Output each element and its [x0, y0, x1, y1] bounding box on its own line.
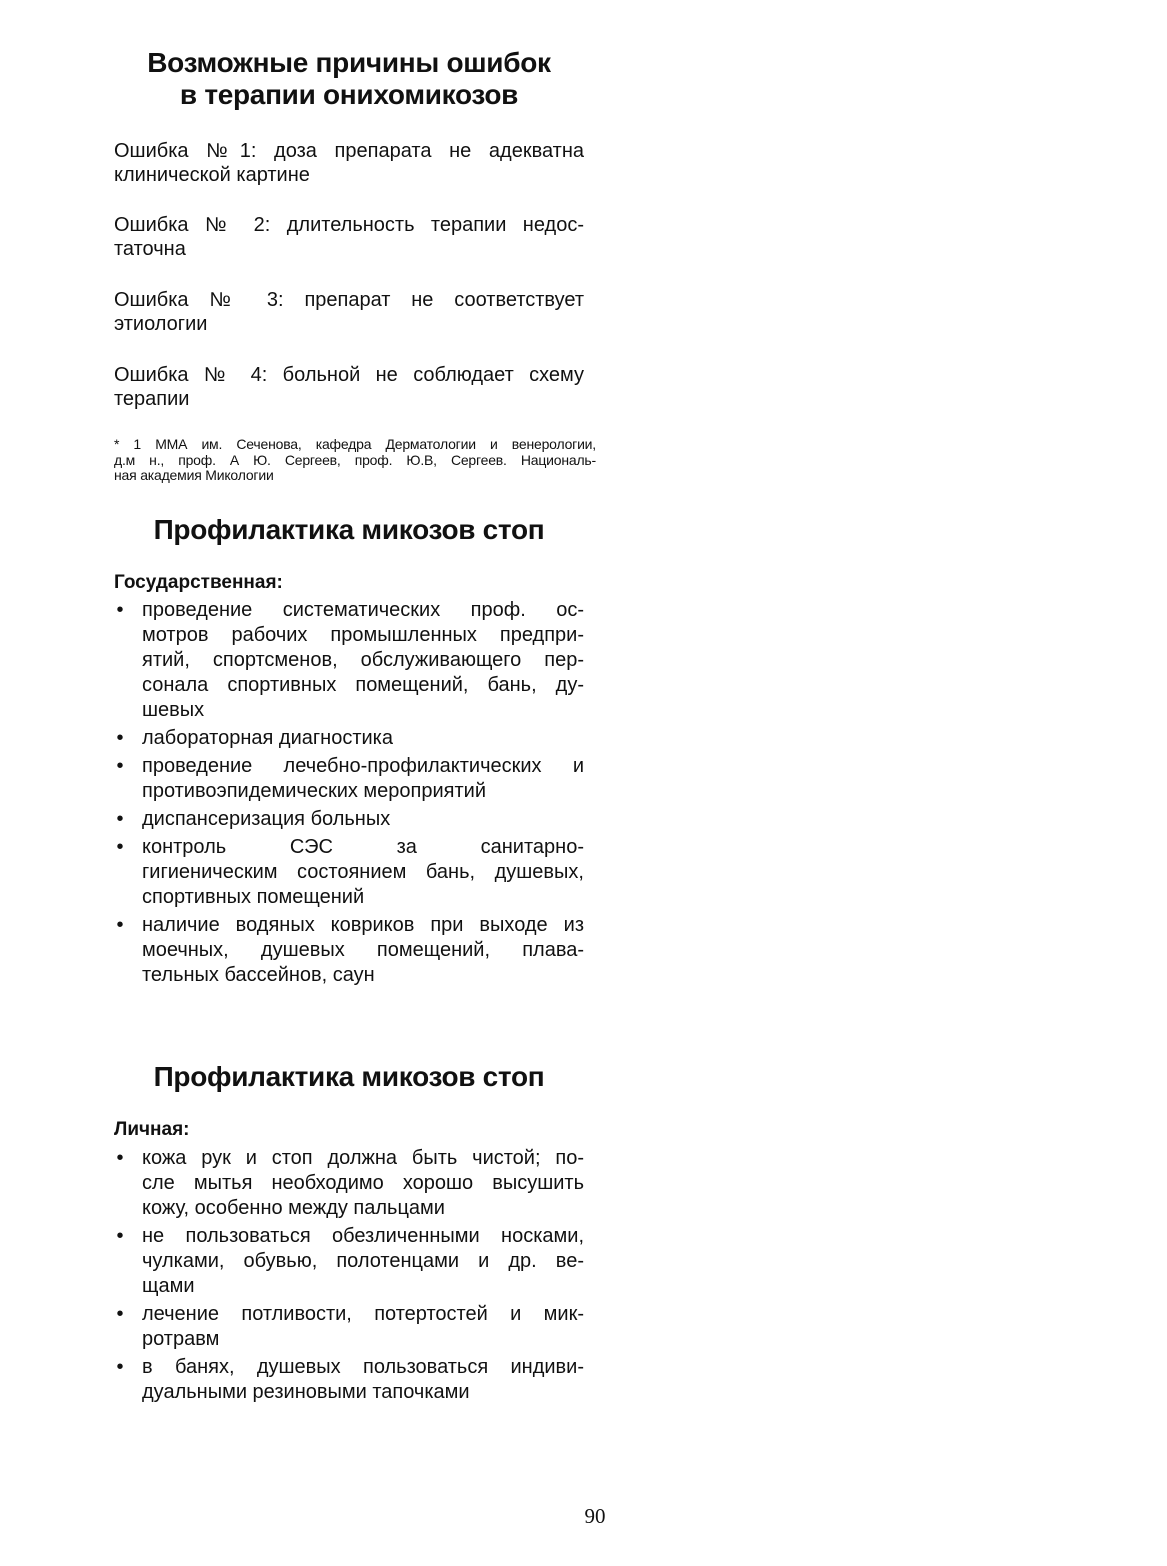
list-item-line: тельных бассейнов, саун — [142, 964, 375, 986]
list-item — [114, 726, 584, 751]
list-item — [114, 598, 584, 723]
error-text-line: клинической картине — [114, 164, 310, 186]
list-item-line: моечных, душевых помещений, плава- — [142, 939, 584, 961]
error-text-line: таточна — [114, 238, 186, 260]
error-text-line: терапии — [114, 388, 190, 410]
list-item-line: сонала спортивных помещений, бань, ду- — [142, 674, 584, 696]
list-item-line: в банях, душевых пользоваться индиви- — [142, 1356, 584, 1378]
section2-subtitle-block — [114, 572, 584, 594]
bullet-icon: • — [116, 914, 124, 936]
section1-title-block — [114, 47, 584, 111]
error-item — [114, 139, 584, 187]
section2-list — [114, 598, 584, 988]
list-item-line: ротравм — [142, 1328, 220, 1350]
footnote — [114, 437, 596, 484]
list-item-line: лечение потливости, потертостей и мик- — [142, 1303, 584, 1325]
bullet-icon: • — [116, 599, 124, 621]
error-paragraph — [114, 363, 584, 411]
section3-subtitle: Личная: — [114, 1119, 190, 1140]
footnote-text — [114, 437, 596, 484]
list-item-line: кожа рук и стоп должна быть чистой; по- — [142, 1147, 584, 1169]
list-item — [114, 807, 584, 832]
footnote-line: ная академия Микологии — [114, 467, 274, 483]
section1-title-line: Возможные причины ошибок — [147, 47, 551, 78]
list-item-line: противоэпидемических мероприятий — [142, 780, 487, 802]
list-item — [114, 1355, 584, 1405]
list-item — [114, 1146, 584, 1221]
list-item-line: чулками, обувью, полотенцами и др. ве- — [142, 1250, 584, 1272]
error-text-line: этиологии — [114, 313, 208, 335]
section3-title-block — [114, 1061, 584, 1093]
footnote-line: * 1 ММА им. Сеченова, кафедра Дерматологии и венерологии, — [114, 436, 596, 452]
list-item-line: спортивных помещений — [142, 886, 365, 908]
bullet-icon: • — [116, 755, 124, 777]
list-item-line: щами — [142, 1275, 195, 1297]
bullet-icon: • — [116, 1147, 124, 1169]
error-item — [114, 363, 584, 411]
page-number: 90 — [584, 1504, 606, 1528]
section3-subtitle-block — [114, 1119, 584, 1141]
error-text-line: Ошибка № 2: длительность терапии недос- — [114, 214, 584, 236]
list-item-line: контроль СЭС за санитарно- — [142, 836, 584, 858]
list-item — [114, 913, 584, 988]
list-item-line: мотров рабочих промышленных предпри- — [142, 624, 584, 646]
footnote-line: д.м н., проф. А Ю. Сергеев, проф. Ю.В, Сергеев. Националь- — [114, 451, 596, 468]
section2-subtitle: Государственная: — [114, 572, 283, 593]
list-item-line: проведение систематических проф. ос- — [142, 599, 584, 621]
list-item-line: не пользоваться обезличенными носками, — [142, 1225, 584, 1247]
bullet-icon: • — [116, 1303, 124, 1325]
section3-list — [114, 1146, 584, 1405]
list-item — [114, 1302, 584, 1352]
section2-title-block — [114, 514, 584, 546]
list-item — [114, 754, 584, 804]
list-item — [114, 835, 584, 910]
error-paragraph — [114, 288, 584, 336]
bullet-icon: • — [116, 727, 124, 749]
list-item-line: диспансеризация больных — [142, 808, 391, 830]
error-paragraph — [114, 139, 584, 187]
list-item-line: гигиеническим состоянием бань, душевых, — [142, 861, 584, 883]
list-item-line: ятий, спортсменов, обслуживающего пер- — [142, 649, 584, 671]
error-text-line: Ошибка № 3: препарат не соответствует — [114, 289, 584, 311]
error-text-line: Ошибка № 4: больной не соблюдает схему — [114, 364, 584, 386]
list-item — [114, 1224, 584, 1299]
list-item-line: проведение лечебно-профилактических и — [142, 755, 584, 777]
section1-title — [114, 47, 584, 111]
bullet-icon: • — [116, 808, 124, 830]
error-paragraph — [114, 213, 584, 261]
list-item-line: кожу, особенно между пальцами — [142, 1197, 445, 1219]
bullet-icon: • — [116, 1356, 124, 1378]
list-item-line: сле мытья необходимо хорошо высушить — [142, 1172, 584, 1194]
section3-title: Профилактика микозов стоп — [153, 1061, 545, 1092]
list-item-line: лабораторная диагностика — [142, 727, 393, 749]
section2-title: Профилактика микозов стоп — [153, 514, 545, 545]
error-item — [114, 288, 584, 336]
list-item-line: наличие водяных ковриков при выходе из — [142, 914, 584, 936]
error-item — [114, 213, 584, 261]
list-item-line: шевых — [142, 699, 205, 721]
error-text-line: Ошибка №1: доза препарата не адекватна — [114, 140, 584, 162]
bullet-icon: • — [116, 836, 124, 858]
list-item-line: дуальными резиновыми тапочками — [142, 1381, 470, 1403]
bullet-icon: • — [116, 1225, 124, 1247]
section1-title-line: в терапии онихомикозов — [179, 79, 519, 110]
